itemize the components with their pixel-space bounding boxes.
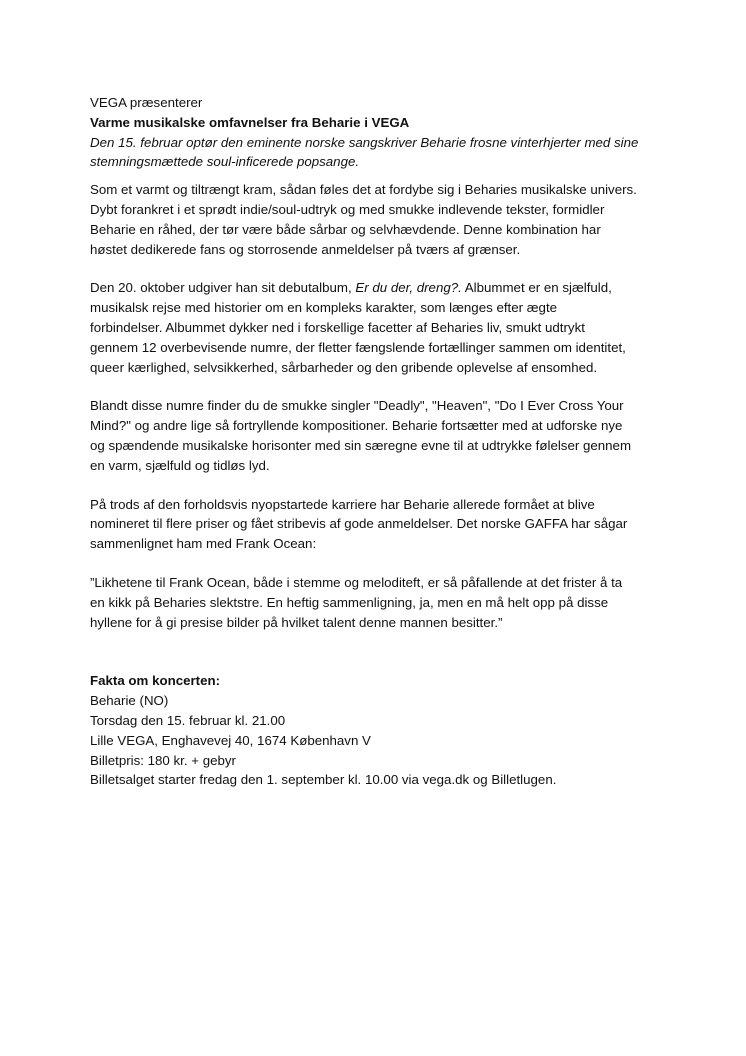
album-title: Er du der, dreng?. [355,280,462,296]
paragraph-album [90,278,680,377]
quote-line: ”Likhetene til Frank Ocean, både i stemme og meloditeft, er så påfallende at det frister å ta [90,574,623,590]
subheading [90,133,680,173]
paragraph-line: Mind?" og andre lige så fortryllende kompositioner. Beharie fortsætter med at udforske nye [90,418,623,434]
paragraph-line: På trods af den forholdsvis nyopstartede karriere har Beharie allerede formået at blive [90,496,595,512]
paragraph-line: høstet dedikerede fans og storrosende anmeldelser på tværs af grænser. [90,241,521,257]
album-intro-text: Den 20. oktober udgiver han sit debutalbum, [90,280,356,296]
presenter-line: VEGA præsenterer [90,95,203,110]
paragraph-line: sammenlignet ham med Frank Ocean: [90,536,317,552]
paragraph-line: nomineret til flere priser og fået stribevis af gode anmeldelser. Det norske GAFFA har sågar [90,516,628,532]
album-intro-text-end: Albummet er en sjælfuld, [461,280,612,296]
paragraph-intro [90,180,680,259]
facts-item: Billetsalget starter fredag den 1. september kl. 10.00 via vega.dk og Billetlugen. [90,772,557,788]
facts-heading: Fakta om koncerten: [90,673,221,689]
paragraph-line: Blandt disse numre finder du de smukke singler "Deadly", "Heaven", "Do I Ever Cross Your [90,398,624,414]
paragraph-line: gennem 12 overbevisende numre, der fletter fængslende fortællinger sammen om identitet, [90,339,626,355]
quote-line: hyllene for å gi presise bilder på hvilket talent denne mannen besitter.” [90,614,503,630]
paragraph-line: Som et varmt og tiltrængt kram, sådan føles det at fordybe sig i Beharies musikalske univers. [90,182,637,198]
quote-line: en kikk på Beharies slektstre. En heftig sammenligning, ja, men en må helt opp på disse [90,594,609,610]
subheading-line: stemningsmættede soul-inficerede popsange. [90,154,360,170]
paragraph-line: queer kærlighed, selvsikkerhed, sårbarheder og den gribende oplevelse af ensomhed. [90,359,598,375]
paragraph-line: og spændende musikalske horisonter med sin særegne evne til at udtrykke følelser gennem [90,437,632,453]
facts-item: Torsdag den 15. februar kl. 21.00 [90,712,286,728]
paragraph-singles [90,396,680,475]
headline: Varme musikalske omfavnelser fra Beharie i VEGA [90,114,410,130]
paragraph-line [90,278,680,298]
press-quote [90,573,680,632]
paragraph-line: Beharie en råhed, der tør være både sårbar og selvhævdende. Denne kombination har [90,221,601,237]
paragraph-line: musikalsk rejse med historier om en kompleks karakter, som længes efter ægte [90,300,558,316]
paragraph-line: en varm, sjælfuld og tidløs lyd. [90,457,270,473]
press-release [90,93,680,790]
facts-item: Lille VEGA, Enghavevej 40, 1674 København V [90,732,371,748]
concert-facts [90,671,680,790]
paragraph-career [90,495,680,554]
facts-item: Beharie (NO) [90,693,169,709]
paragraph-line: Dybt forankret i et sprødt indie/soul-udtryk og med smukke indlevende tekster, formidler [90,201,605,217]
paragraph-line: forbindelser. Albummet dykker ned i forskellige facetter af Beharies liv, smukt udtrykt [90,319,585,335]
facts-item: Billetpris: 180 kr. + gebyr [90,752,236,768]
subheading-line: Den 15. februar optør den eminente norske sangskriver Beharie frosne vinterhjerter med sine [90,134,639,150]
